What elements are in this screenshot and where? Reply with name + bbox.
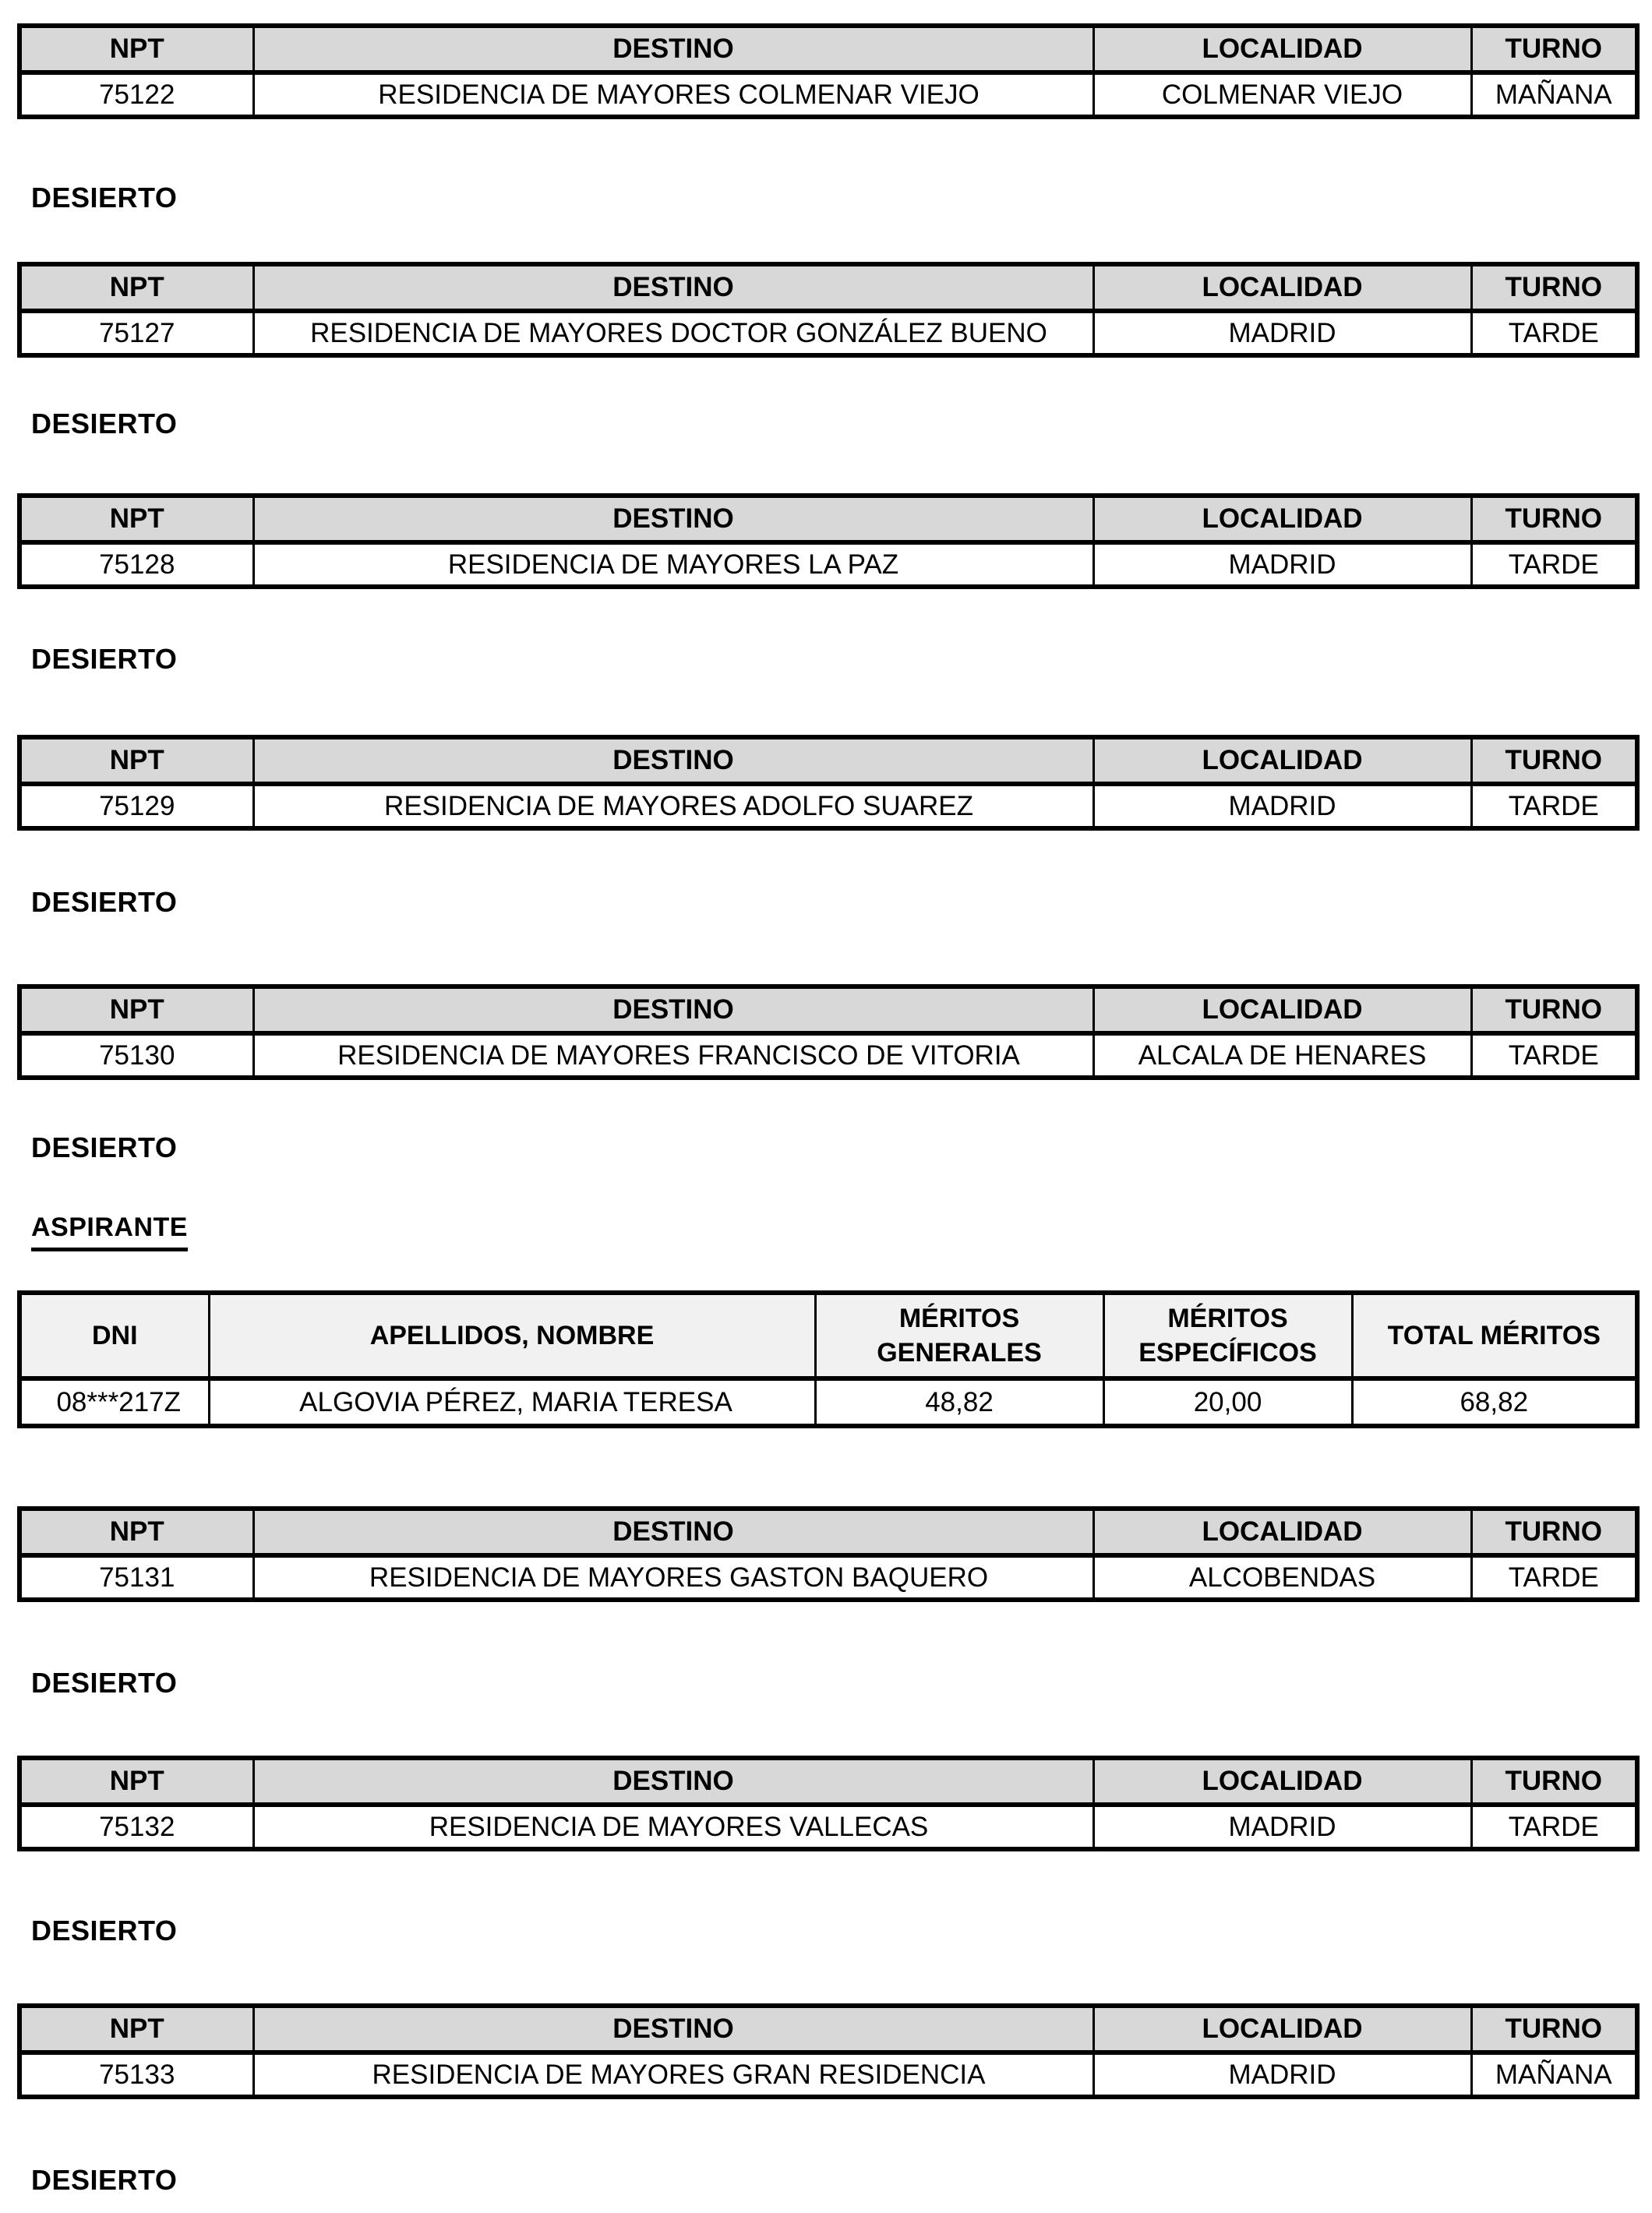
cell-turno: TARDE: [1471, 784, 1637, 828]
desierto-label: DESIERTO: [31, 1667, 178, 1699]
header-destino: DESTINO: [253, 264, 1093, 311]
npt-table-75129: [17, 735, 1640, 831]
npt-table-75128: [17, 493, 1640, 589]
cell-turno: TARDE: [1471, 311, 1637, 355]
cell-localidad: MADRID: [1093, 1805, 1471, 1849]
header-turno: TURNO: [1471, 264, 1637, 311]
cell-meritos-especificos: 20,00: [1103, 1378, 1352, 1426]
npt-table-75130: [17, 984, 1640, 1080]
cell-turno: TARDE: [1471, 542, 1637, 587]
cell-turno: TARDE: [1471, 1555, 1637, 1600]
header-localidad: LOCALIDAD: [1093, 496, 1471, 542]
header-row: [19, 986, 1637, 1033]
table-row: [19, 311, 1637, 355]
header-destino: DESTINO: [253, 496, 1093, 542]
cell-npt: 75129: [19, 784, 253, 828]
desierto-label: DESIERTO: [31, 886, 178, 918]
header-destino: DESTINO: [253, 737, 1093, 784]
header-localidad: LOCALIDAD: [1093, 737, 1471, 784]
cell-localidad: MADRID: [1093, 542, 1471, 587]
table-row: [19, 2052, 1637, 2097]
cell-dni: 08***217Z: [19, 1378, 209, 1426]
header-row: [19, 1758, 1637, 1805]
header-destino: DESTINO: [253, 26, 1093, 72]
cell-npt: 75133: [19, 2052, 253, 2097]
cell-npt: 75127: [19, 311, 253, 355]
table-row: [19, 1378, 1637, 1426]
cell-apellidos-nombre: ALGOVIA PÉREZ, MARIA TERESA: [209, 1378, 815, 1426]
desierto-label: DESIERTO: [31, 408, 178, 439]
cell-localidad: MADRID: [1093, 311, 1471, 355]
header-npt: NPT: [19, 496, 253, 542]
npt-table-75127: [17, 262, 1640, 358]
header-npt: NPT: [19, 2006, 253, 2052]
table-row: [19, 1033, 1637, 1078]
header-npt: NPT: [19, 986, 253, 1033]
header-npt: NPT: [19, 737, 253, 784]
table-row: [19, 1555, 1637, 1600]
aspirante-heading: [31, 1212, 188, 1241]
header-turno: TURNO: [1471, 737, 1637, 784]
npt-table-75131: [17, 1506, 1640, 1602]
cell-npt: 75128: [19, 542, 253, 587]
header-destino: DESTINO: [253, 2006, 1093, 2052]
header-destino: DESTINO: [253, 1509, 1093, 1555]
header-localidad: LOCALIDAD: [1093, 1758, 1471, 1805]
header-destino: DESTINO: [253, 986, 1093, 1033]
header-localidad: LOCALIDAD: [1093, 1509, 1471, 1555]
cell-destino: RESIDENCIA DE MAYORES DOCTOR GONZÁLEZ BUENO: [253, 311, 1093, 355]
header-npt: NPT: [19, 26, 253, 72]
cell-destino: RESIDENCIA DE MAYORES COLMENAR VIEJO: [253, 72, 1093, 117]
cell-turno: TARDE: [1471, 1033, 1637, 1078]
desierto-label: DESIERTO: [31, 2164, 178, 2196]
header-row: [19, 737, 1637, 784]
header-row: [19, 2006, 1637, 2052]
npt-table-75133: [17, 2003, 1640, 2099]
cell-localidad: COLMENAR VIEJO: [1093, 72, 1471, 117]
cell-localidad: MADRID: [1093, 784, 1471, 828]
desierto-label: DESIERTO: [31, 182, 178, 214]
header-meritos-generales: MÉRITOS GENERALES: [815, 1293, 1103, 1378]
header-meritos-especificos: MÉRITOS ESPECÍFICOS: [1103, 1293, 1352, 1378]
header-dni: DNI: [19, 1293, 209, 1378]
cell-destino: RESIDENCIA DE MAYORES GASTON BAQUERO: [253, 1555, 1093, 1600]
cell-total-meritos: 68,82: [1352, 1378, 1637, 1426]
aspirante-table: [17, 1290, 1640, 1428]
header-turno: TURNO: [1471, 2006, 1637, 2052]
header-apellidos-nombre: APELLIDOS, NOMBRE: [209, 1293, 815, 1378]
cell-destino: RESIDENCIA DE MAYORES LA PAZ: [253, 542, 1093, 587]
header-row: [19, 26, 1637, 72]
cell-meritos-generales: 48,82: [815, 1378, 1103, 1426]
header-row: [19, 1293, 1637, 1378]
desierto-label: DESIERTO: [31, 643, 178, 675]
cell-turno: TARDE: [1471, 1805, 1637, 1849]
cell-localidad: ALCALA DE HENARES: [1093, 1033, 1471, 1078]
cell-localidad: MADRID: [1093, 2052, 1471, 2097]
header-npt: NPT: [19, 1758, 253, 1805]
header-destino: DESTINO: [253, 1758, 1093, 1805]
desierto-label: DESIERTO: [31, 1915, 178, 1947]
npt-table-75132: [17, 1756, 1640, 1851]
cell-localidad: ALCOBENDAS: [1093, 1555, 1471, 1600]
header-turno: TURNO: [1471, 496, 1637, 542]
table-row: [19, 542, 1637, 587]
header-turno: TURNO: [1471, 986, 1637, 1033]
cell-turno: MAÑANA: [1471, 2052, 1637, 2097]
table-row: [19, 72, 1637, 117]
table-row: [19, 784, 1637, 828]
header-total-meritos: TOTAL MÉRITOS: [1352, 1293, 1637, 1378]
header-localidad: LOCALIDAD: [1093, 2006, 1471, 2052]
cell-destino: RESIDENCIA DE MAYORES FRANCISCO DE VITORIA: [253, 1033, 1093, 1078]
cell-destino: RESIDENCIA DE MAYORES GRAN RESIDENCIA: [253, 2052, 1093, 2097]
cell-destino: RESIDENCIA DE MAYORES ADOLFO SUAREZ: [253, 784, 1093, 828]
header-turno: TURNO: [1471, 1509, 1637, 1555]
cell-destino: RESIDENCIA DE MAYORES VALLECAS: [253, 1805, 1093, 1849]
cell-npt: 75130: [19, 1033, 253, 1078]
header-npt: NPT: [19, 264, 253, 311]
cell-turno: MAÑANA: [1471, 72, 1637, 117]
cell-npt: 75131: [19, 1555, 253, 1600]
cell-npt: 75132: [19, 1805, 253, 1849]
header-row: [19, 496, 1637, 542]
header-localidad: LOCALIDAD: [1093, 986, 1471, 1033]
desierto-label: DESIERTO: [31, 1131, 178, 1163]
header-npt: NPT: [19, 1509, 253, 1555]
npt-table-75122: [17, 23, 1640, 119]
table-row: [19, 1805, 1637, 1849]
header-turno: TURNO: [1471, 26, 1637, 72]
cell-npt: 75122: [19, 72, 253, 117]
header-turno: TURNO: [1471, 1758, 1637, 1805]
header-localidad: LOCALIDAD: [1093, 264, 1471, 311]
header-localidad: LOCALIDAD: [1093, 26, 1471, 72]
header-row: [19, 264, 1637, 311]
aspirante-heading-text: ASPIRANTE: [31, 1212, 188, 1251]
header-row: [19, 1509, 1637, 1555]
